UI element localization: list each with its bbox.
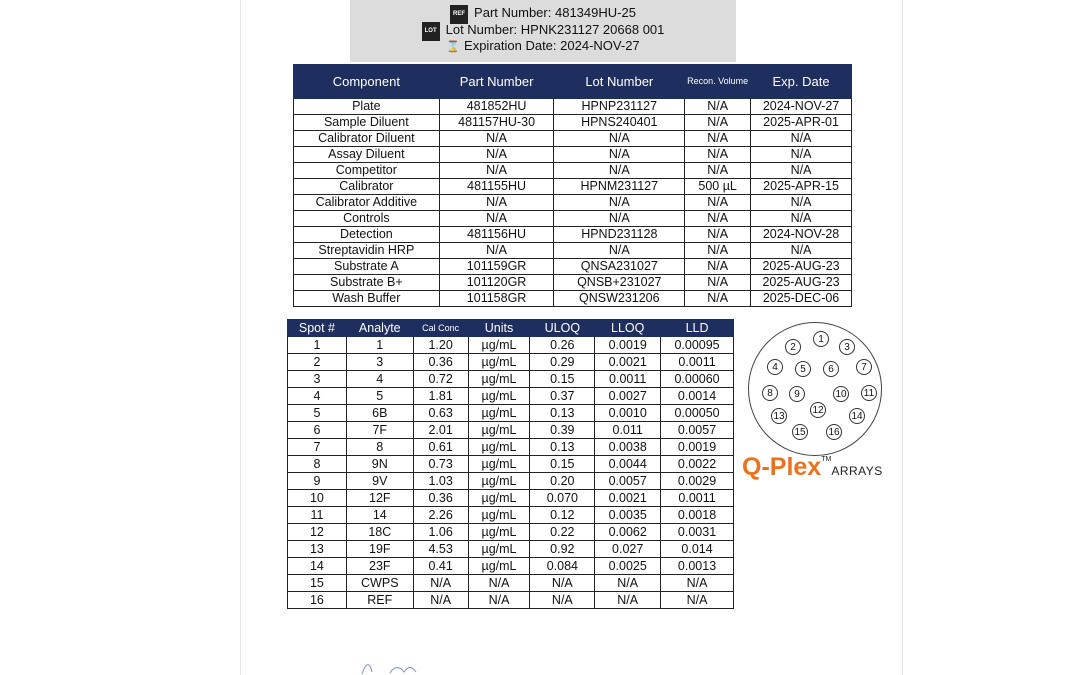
component-cell: QNSW231206 [554,291,685,307]
spot-cell: 0.0027 [595,388,661,405]
part-number-label: Part Number: [474,5,552,20]
spot-cell: 0.15 [530,371,595,388]
spot-cell: N/A [595,592,661,609]
spot-cell: 9 [288,473,347,490]
spot-cell: 0.070 [530,490,595,507]
spot-header-3: Units [468,320,530,337]
spot-cell: 0.0029 [661,473,734,490]
spot-cell: 0.12 [530,507,595,524]
logo-brand: Q-Plex [742,453,822,481]
component-cell: N/A [439,211,554,227]
component-header-3: Recon. Volume [685,65,751,99]
spot-cell: 0.61 [413,439,468,456]
spot-cell: µg/mL [468,354,530,371]
spot-cell: µg/mL [468,422,530,439]
spot-cell: 0.00050 [661,405,734,422]
spot-cell: µg/mL [468,541,530,558]
spot-cell: 0.29 [530,354,595,371]
lot-icon: LOT [422,22,440,41]
component-cell: HPNS240401 [554,115,685,131]
table-row [294,99,852,115]
table-row [288,405,734,422]
spot-cell: µg/mL [468,524,530,541]
spot-cell: 2.01 [413,422,468,439]
component-cell: N/A [751,195,852,211]
spot-cell: µg/mL [468,507,530,524]
table-row [288,541,734,558]
spot-header-2: Cal Conc [413,320,468,337]
spot-cell: 5 [346,388,413,405]
table-row [294,131,852,147]
component-cell: N/A [751,163,852,179]
spot-cell: N/A [413,592,468,609]
spot-cell: CWPS [346,575,413,592]
component-cell: Calibrator [294,179,440,195]
diagram-spot-13: 13 [771,408,787,424]
diagram-spot-9: 9 [789,386,805,402]
spot-cell: µg/mL [468,490,530,507]
component-cell: N/A [685,227,751,243]
component-cell: N/A [751,147,852,163]
spot-cell: N/A [595,575,661,592]
hourglass-icon: ⌛ [446,41,461,53]
spot-cell: 8 [288,456,347,473]
spot-cell: 0.26 [530,337,595,354]
spot-cell: 1.03 [413,473,468,490]
spot-cell: 0.0011 [595,371,661,388]
qplex-logo [742,453,883,482]
spot-cell: 0.0038 [595,439,661,456]
component-cell: QNSB+231027 [554,275,685,291]
spot-cell: 0.0031 [661,524,734,541]
component-cell: HPNP231127 [554,99,685,115]
component-cell: 2025-APR-15 [751,179,852,195]
diagram-spot-3: 3 [839,339,855,355]
table-row [288,524,734,541]
component-cell: Detection [294,227,440,243]
spot-cell: 0.0057 [661,422,734,439]
component-cell: QNSA231027 [554,259,685,275]
spot-cell: 0.0018 [661,507,734,524]
component-cell: 2025-AUG-23 [751,259,852,275]
spot-cell: 1 [288,337,347,354]
kit-header [350,0,736,62]
component-cell: 101159GR [439,259,554,275]
component-cell: N/A [685,99,751,115]
spot-cell: 4 [346,371,413,388]
component-cell: HPND231128 [554,227,685,243]
expiration-value: 2024-NOV-27 [560,38,640,53]
component-cell: 101120GR [439,275,554,291]
spot-cell: 9N [346,456,413,473]
component-cell: 2025-DEC-06 [751,291,852,307]
spot-cell: 4.53 [413,541,468,558]
spot-cell: µg/mL [468,439,530,456]
spot-cell: 1.81 [413,388,468,405]
component-cell: N/A [554,163,685,179]
spot-cell: N/A [530,575,595,592]
component-cell: N/A [439,163,554,179]
spot-cell: µg/mL [468,371,530,388]
spot-cell: 0.72 [413,371,468,388]
spot-cell: 0.084 [530,558,595,575]
spot-cell: µg/mL [468,337,530,354]
component-cell: Streptavidin HRP [294,243,440,259]
spot-cell: 4 [288,388,347,405]
spot-header-0: Spot # [288,320,347,337]
spot-cell: 1.06 [413,524,468,541]
component-cell: N/A [685,291,751,307]
component-cell: N/A [439,243,554,259]
table-row [294,163,852,179]
spot-cell: N/A [661,575,734,592]
spot-cell: 1 [346,337,413,354]
component-cell: 2024-NOV-27 [751,99,852,115]
spot-cell: 0.0057 [595,473,661,490]
spot-header-5: LLOQ [595,320,661,337]
spot-layout-diagram [748,322,882,456]
spot-cell: µg/mL [468,405,530,422]
logo-trademark: TM [821,456,832,463]
table-row [288,490,734,507]
spots-table [287,319,734,609]
spot-cell: 15 [288,575,347,592]
spot-cell: 0.36 [413,354,468,371]
spot-cell: N/A [413,575,468,592]
diagram-spot-7: 7 [856,359,872,375]
spot-cell: 0.0062 [595,524,661,541]
spot-cell: 8 [346,439,413,456]
component-cell: N/A [554,147,685,163]
table-row [288,558,734,575]
spot-cell: 0.13 [530,405,595,422]
spot-cell: 0.011 [595,422,661,439]
component-cell: N/A [554,131,685,147]
spot-cell: 0.63 [413,405,468,422]
page-edge-right [902,0,903,675]
table-row [294,227,852,243]
spot-cell: 0.36 [413,490,468,507]
table-row [288,354,734,371]
spot-cell: 19F [346,541,413,558]
component-cell: N/A [439,131,554,147]
spot-cell: 13 [288,541,347,558]
spot-cell: 12F [346,490,413,507]
expiration-line [350,38,736,55]
diagram-spot-2: 2 [785,339,801,355]
lot-number-value: HPNK231127 20668 001 [520,22,665,37]
diagram-spot-14: 14 [849,408,865,424]
table-row [288,473,734,490]
spot-cell: 14 [288,558,347,575]
component-cell: N/A [554,211,685,227]
spot-cell: N/A [530,592,595,609]
component-cell: N/A [685,259,751,275]
page-edge-left [240,0,241,675]
component-cell: 481156HU [439,227,554,243]
spot-cell: 12 [288,524,347,541]
spot-cell: 0.0025 [595,558,661,575]
spot-cell: 0.0021 [595,354,661,371]
diagram-spot-12: 12 [810,402,826,418]
component-cell: N/A [439,147,554,163]
spot-cell: 18C [346,524,413,541]
component-cell: N/A [685,131,751,147]
table-row [288,388,734,405]
diagram-spot-8: 8 [762,385,778,401]
component-cell: N/A [751,243,852,259]
component-cell: Substrate B+ [294,275,440,291]
component-cell: 500 µL [685,179,751,195]
component-header-4: Exp. Date [751,65,852,99]
component-header-0: Component [294,65,440,99]
diagram-spot-5: 5 [795,361,811,377]
component-cell: Calibrator Additive [294,195,440,211]
component-cell: 101158GR [439,291,554,307]
spot-cell: 3 [346,354,413,371]
component-cell: Sample Diluent [294,115,440,131]
spot-cell: 0.37 [530,388,595,405]
spot-cell: 0.0014 [661,388,734,405]
table-row [294,291,852,307]
component-cell: 2025-APR-01 [751,115,852,131]
table-row [294,147,852,163]
diagram-spot-4: 4 [767,359,783,375]
component-cell: N/A [554,243,685,259]
spot-header-4: ULOQ [530,320,595,337]
table-row [294,179,852,195]
spot-cell: 0.00060 [661,371,734,388]
table-row [294,259,852,275]
spot-cell: 0.39 [530,422,595,439]
table-row [288,371,734,388]
component-cell: Competitor [294,163,440,179]
handwriting-mark [360,660,430,675]
component-cell: HPNM231127 [554,179,685,195]
spot-cell: 0.0011 [661,490,734,507]
diagram-spot-10: 10 [833,386,849,402]
spot-cell: 0.13 [530,439,595,456]
component-cell: Substrate A [294,259,440,275]
component-cell: N/A [439,195,554,211]
spot-cell: 0.20 [530,473,595,490]
spot-cell: N/A [661,592,734,609]
component-cell: N/A [685,243,751,259]
component-cell: 2024-NOV-28 [751,227,852,243]
component-cell: N/A [685,211,751,227]
spot-cell: 0.73 [413,456,468,473]
component-header-2: Lot Number [554,65,685,99]
spot-cell: 0.00095 [661,337,734,354]
spot-cell: 0.0011 [661,354,734,371]
diagram-spot-16: 16 [826,424,842,440]
spot-cell: 10 [288,490,347,507]
spot-cell: 2.26 [413,507,468,524]
table-row [288,439,734,456]
spot-cell: 14 [346,507,413,524]
diagram-spot-6: 6 [823,361,839,377]
spot-cell: 1.20 [413,337,468,354]
spot-cell: 2 [288,354,347,371]
component-cell: Plate [294,99,440,115]
spot-cell: N/A [468,575,530,592]
spot-cell: 0.22 [530,524,595,541]
component-cell: Wash Buffer [294,291,440,307]
ref-icon: REF [450,5,468,24]
table-row [288,337,734,354]
spot-cell: 0.0013 [661,558,734,575]
component-cell: N/A [685,163,751,179]
table-row [288,507,734,524]
spot-header-1: Analyte [346,320,413,337]
component-cell: Assay Diluent [294,147,440,163]
spot-cell: 0.0010 [595,405,661,422]
spot-cell: 0.0019 [595,337,661,354]
spot-cell: 0.0035 [595,507,661,524]
spot-cell: 0.41 [413,558,468,575]
spot-cell: 11 [288,507,347,524]
table-row [294,211,852,227]
component-cell: N/A [685,115,751,131]
component-cell: N/A [751,211,852,227]
spot-cell: 7F [346,422,413,439]
component-cell: N/A [751,131,852,147]
diagram-spot-11: 11 [861,385,877,401]
spot-cell: 0.0019 [661,439,734,456]
spot-cell: 6 [288,422,347,439]
spot-cell: 5 [288,405,347,422]
spot-cell: 6B [346,405,413,422]
spot-cell: 23F [346,558,413,575]
lot-number-label: Lot Number: [445,22,518,37]
component-cell: Controls [294,211,440,227]
components-table [293,64,852,307]
diagram-spot-1: 1 [813,331,829,347]
component-cell: Calibrator Diluent [294,131,440,147]
spot-cell: 0.15 [530,456,595,473]
table-row [288,422,734,439]
component-cell: 481852HU [439,99,554,115]
component-cell: 2025-AUG-23 [751,275,852,291]
table-row [294,115,852,131]
spot-cell: 0.0022 [661,456,734,473]
spot-cell: N/A [468,592,530,609]
component-cell: N/A [554,195,685,211]
table-row [288,456,734,473]
component-cell: N/A [685,275,751,291]
spot-header-6: LLD [661,320,734,337]
spot-cell: µg/mL [468,388,530,405]
spot-cell: 0.92 [530,541,595,558]
part-number-value: 481349HU-25 [554,5,636,20]
table-row [294,195,852,211]
component-cell: 481155HU [439,179,554,195]
expiration-label: Expiration Date: [464,38,557,53]
component-cell: 481157HU-30 [439,115,554,131]
component-cell: N/A [685,147,751,163]
spot-cell: 0.0021 [595,490,661,507]
spot-cell: µg/mL [468,473,530,490]
component-header-1: Part Number [439,65,554,99]
table-row [294,243,852,259]
table-row [288,592,734,609]
spot-cell: 0.0044 [595,456,661,473]
spot-cell: 0.014 [661,541,734,558]
spot-cell: 7 [288,439,347,456]
spot-cell: µg/mL [468,456,530,473]
table-row [294,275,852,291]
table-row [288,575,734,592]
component-cell: N/A [685,195,751,211]
spot-cell: 9V [346,473,413,490]
spot-cell: µg/mL [468,558,530,575]
spot-cell: 0.027 [595,541,661,558]
spot-cell: 16 [288,592,347,609]
logo-suffix: ARRAYS [831,464,883,478]
spot-cell: REF [346,592,413,609]
spot-cell: 3 [288,371,347,388]
diagram-spot-15: 15 [792,424,808,440]
